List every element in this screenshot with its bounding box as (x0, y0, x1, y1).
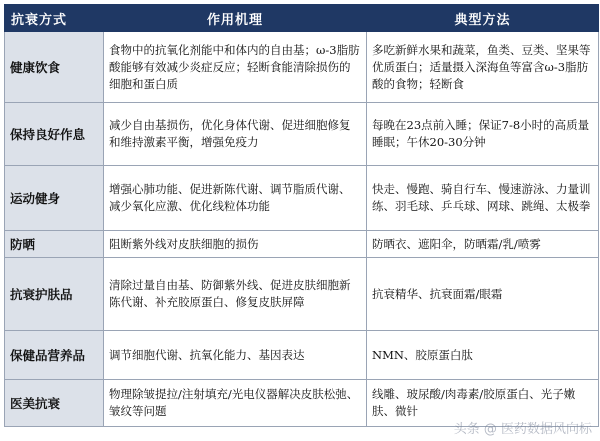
row-methods: 抗衰精华、抗衰面霜/眼霜 (367, 258, 599, 331)
table-row (5, 103, 599, 166)
row-category: 防晒 (5, 231, 104, 258)
row-mechanism: 减少自由基损伤，优化身体代谢、促进细胞修复和维持激素平衡，增强免疫力 (104, 103, 367, 166)
header-typical-methods: 典型方法 (367, 5, 599, 32)
row-category: 保持良好作息 (5, 103, 104, 166)
header-method-type: 抗衰方式 (5, 5, 104, 32)
table-row (5, 231, 599, 258)
row-mechanism: 清除过量自由基、防御紫外线、促进皮肤细胞新陈代谢、补充胶原蛋白、修复皮肤屏障 (104, 258, 367, 331)
header-row (5, 5, 599, 32)
row-methods: 多吃新鲜水果和蔬菜，鱼类、豆类、坚果等优质蛋白；适量摄入深海鱼等富含ω-3脂肪酸的食物；轻断食 (367, 32, 599, 103)
row-mechanism: 阻断紫外线对皮肤细胞的损伤 (104, 231, 367, 258)
row-methods: 每晚在23点前入睡；保证7-8小时的高质量睡眠；午休20-30分钟 (367, 103, 599, 166)
table-row (5, 258, 599, 331)
table-row (5, 331, 599, 380)
row-mechanism: 增强心肺功能、促进新陈代谢、调节脂质代谢、减少氧化应激、优化线粒体功能 (104, 166, 367, 231)
row-category: 医美抗衰 (5, 380, 104, 427)
row-mechanism: 食物中的抗氧化剂能中和体内的自由基；ω-3脂肪酸能够有效减少炎症反应；轻断食能清除损伤的细胞和蛋白质 (104, 32, 367, 103)
row-methods: 线雕、玻尿酸/肉毒素/胶原蛋白、光子嫩肤、微针 (367, 380, 599, 427)
row-methods: NMN、胶原蛋白肽 (367, 331, 599, 380)
watermark: 头条 @ 医药数据风向标 (453, 422, 592, 437)
row-category: 抗衰护肤品 (5, 258, 104, 331)
row-category: 运动健身 (5, 166, 104, 231)
header-mechanism: 作用机理 (104, 5, 367, 32)
anti-aging-table (4, 4, 599, 427)
row-methods: 快走、慢跑、骑自行车、慢速游泳、力量训练、羽毛球、乒乓球、网球、跳绳、太极拳 (367, 166, 599, 231)
table-row (5, 166, 599, 231)
row-mechanism: 调节细胞代谢、抗氧化能力、基因表达 (104, 331, 367, 380)
row-methods: 防晒衣、遮阳伞，防晒霜/乳/喷雾 (367, 231, 599, 258)
row-mechanism: 物理除皱提拉/注射填充/光电仪器解决皮肤松弛、皱纹等问题 (104, 380, 367, 427)
table-row (5, 32, 599, 103)
row-category: 健康饮食 (5, 32, 104, 103)
row-category: 保健品营养品 (5, 331, 104, 380)
